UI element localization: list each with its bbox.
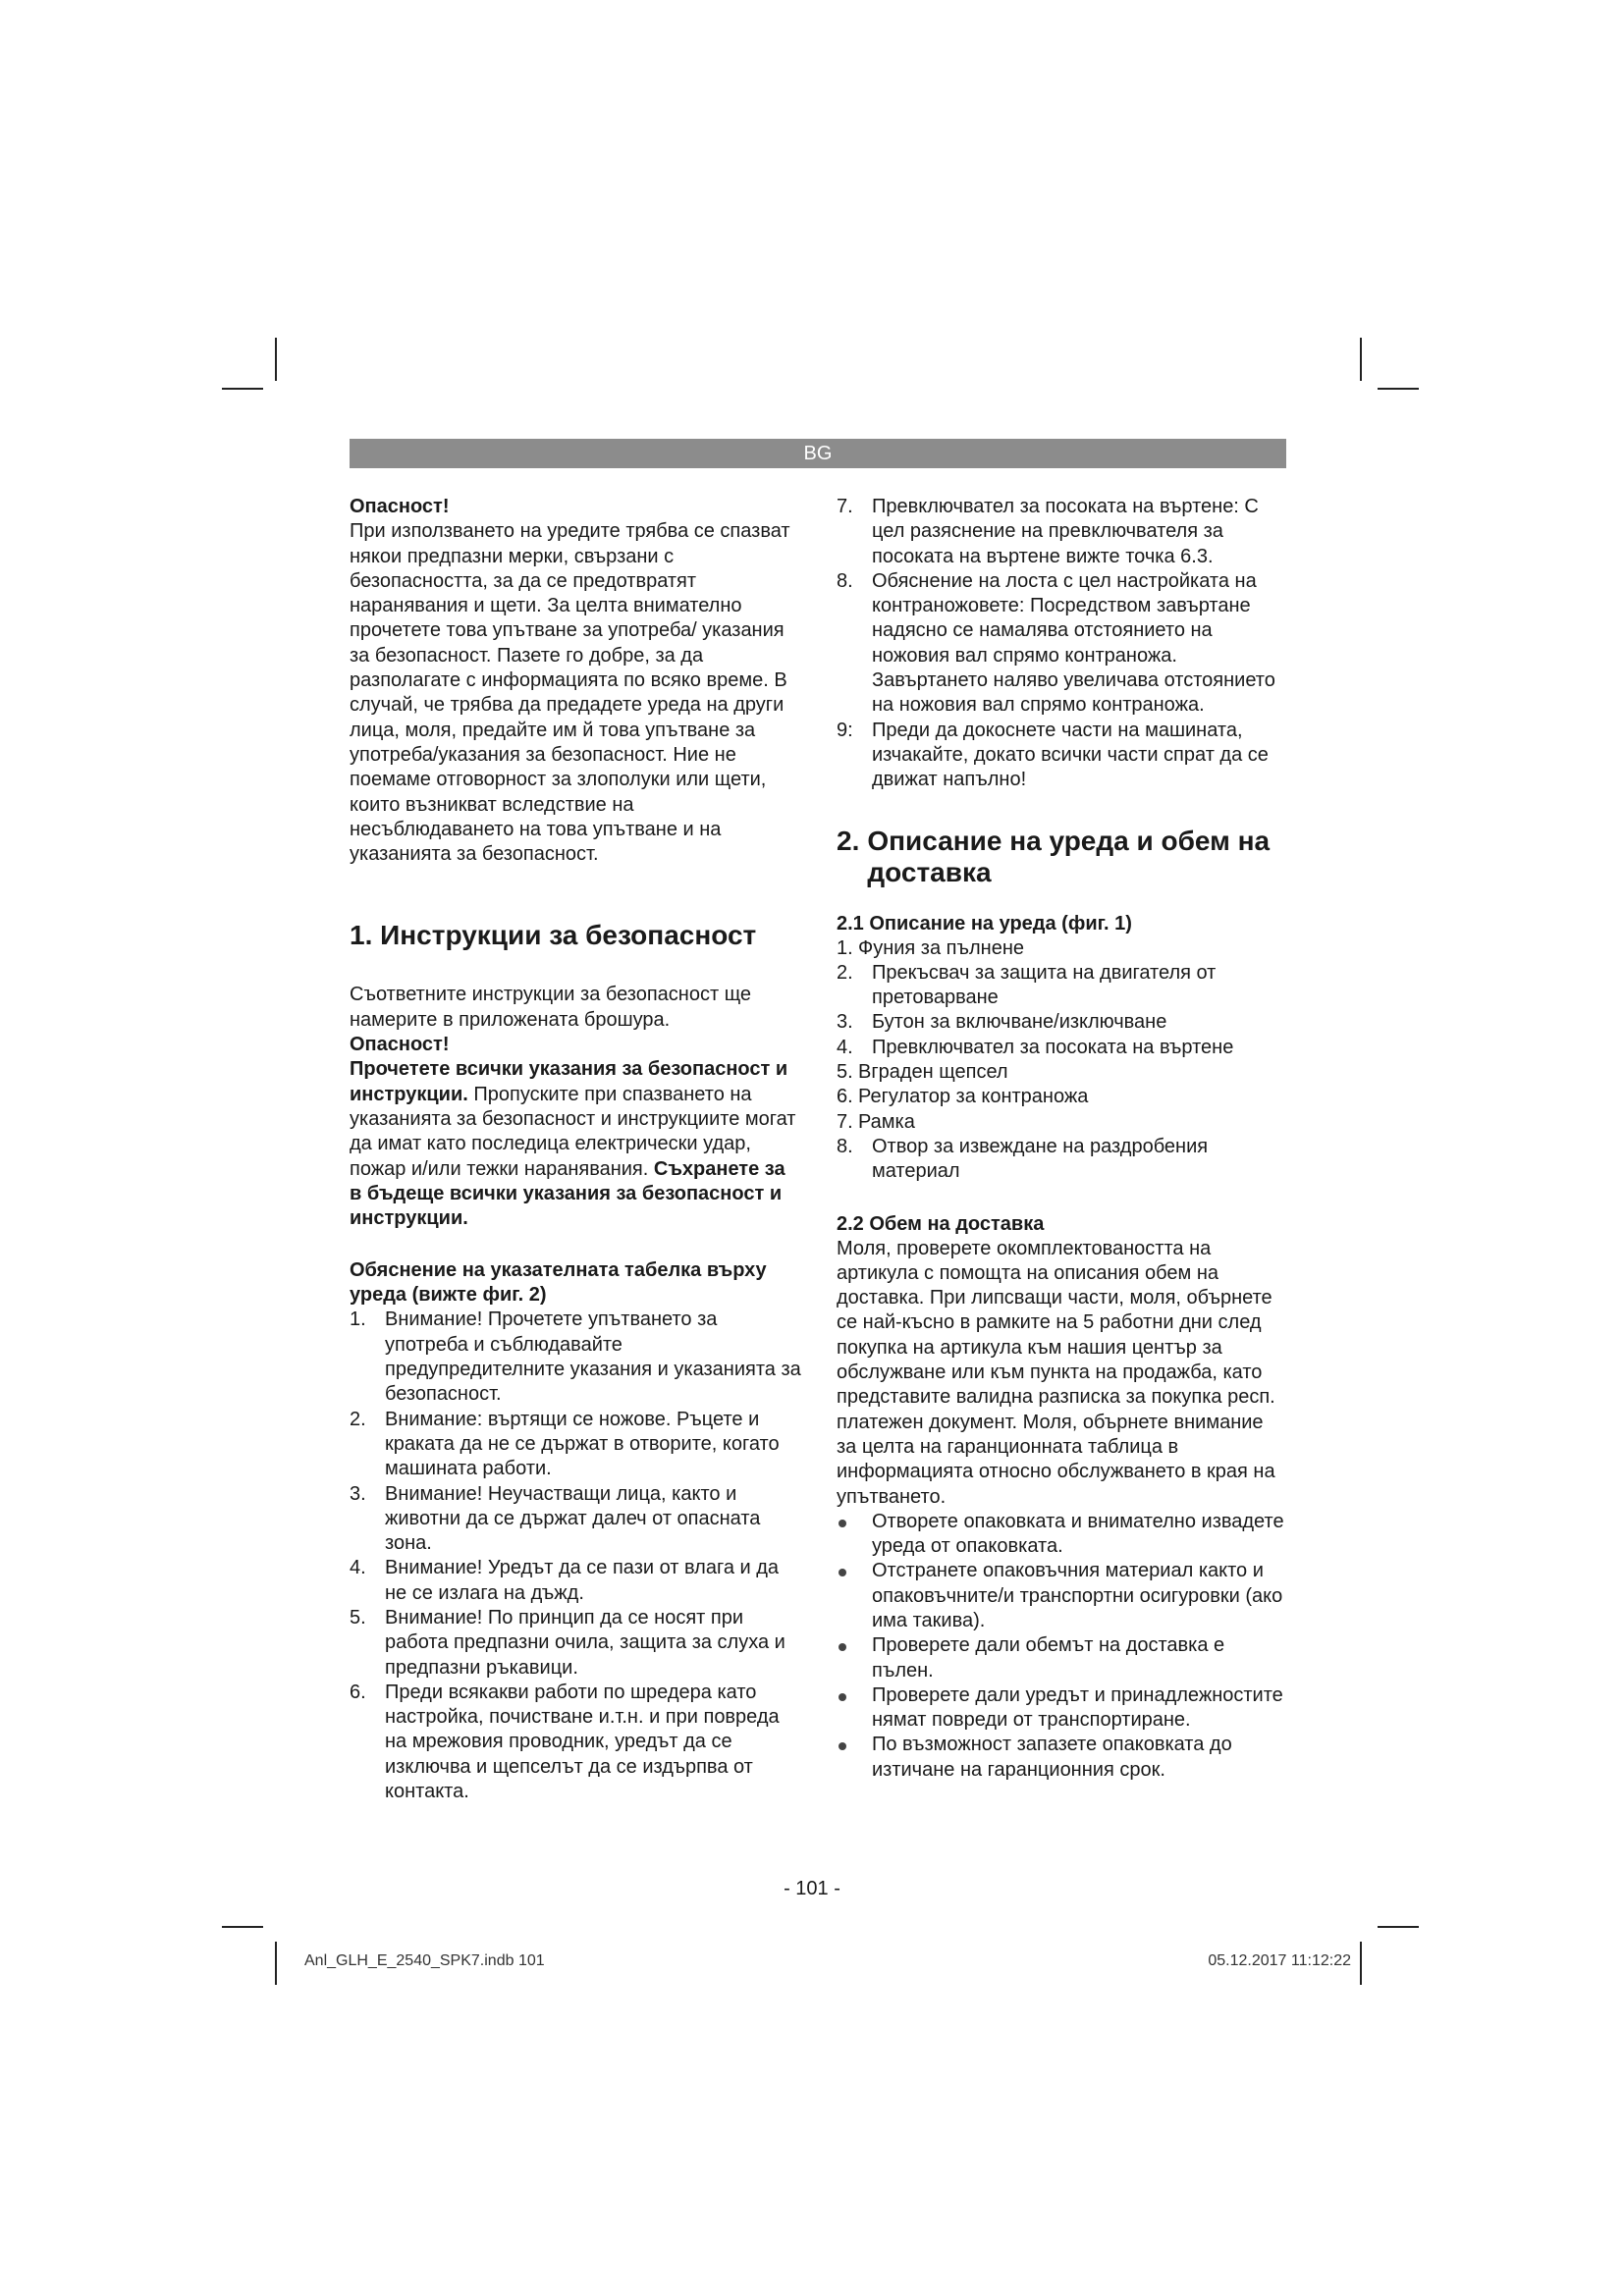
item-text: Преди да докоснете части на машината, изчакайте, докато всички части спрат да се движат напълно! — [872, 719, 1269, 791]
bullet-icon — [837, 1683, 872, 1734]
item-text: Внимание! Неучастващи лица, както и животни да се държат далеч от опасната зона. — [385, 1482, 761, 1555]
item-text: Внимание: въртящи се ножове. Ръцете и краката да не се държат в отворите, когато машината работи. — [385, 1408, 780, 1480]
item-text: Прекъсвач за защита на двигателя от претоварване — [872, 961, 1217, 1009]
page-number: - 101 - — [784, 1878, 840, 1899]
item-text: Обяснение на лоста с цел настройката на контраножовете: Посредством завъртане надясно се намалява отстоянието на ножовия вал спрямо контраножа. Завъртането наляво увеличава отстоянието на ножовия вал спрямо контраножа. — [872, 569, 1275, 717]
warning-bold-1: Прочетете всички указания за безопасност и инструкции. — [350, 1058, 788, 1105]
bullet-icon — [837, 1510, 872, 1560]
item-number: 1. — [350, 1308, 366, 1331]
list-item — [837, 1733, 1288, 1783]
delivery-checklist — [837, 1510, 1288, 1783]
item-number: 3. — [837, 1011, 853, 1034]
crop-mark-top-right-h — [1378, 388, 1419, 390]
crop-mark-bottom-left-h — [222, 1926, 263, 1928]
item-text: Внимание! Уредът да се пази от влага и да не се излага на дъжд. — [385, 1557, 780, 1604]
list-item — [837, 1110, 1288, 1135]
language-header-bar — [350, 439, 1286, 468]
list-item — [837, 1633, 1288, 1683]
item-number: 7. — [837, 496, 853, 517]
item-text: Превключвател за посоката на въртене — [872, 1036, 1234, 1058]
crop-mark-top-right-v — [1360, 338, 1362, 381]
crop-mark-top-left-h — [222, 388, 263, 390]
plate-list-continued — [837, 495, 1288, 793]
item-number: 8. — [837, 1135, 853, 1157]
item-text: Рамка — [858, 1110, 915, 1133]
list-item — [837, 1559, 1288, 1633]
list-item — [350, 1482, 801, 1557]
crop-mark-bottom-right-h — [1378, 1926, 1419, 1928]
item-number: 6. — [350, 1681, 366, 1703]
item-text: Превключвател за посоката на въртене: С цел разяснение на превключвателя за посоката на въртене вижте точка 6.3. — [872, 496, 1259, 567]
section-1-intro: Съответните инструкции за безопасност ще намерите в приложената брошура. — [350, 984, 752, 1031]
item-text: Проверете дали уредът и принадлежностите нямат повреди от транспортиране. — [872, 1683, 1283, 1732]
list-item — [837, 495, 1288, 569]
item-text: Вграден щепсел — [858, 1061, 1008, 1084]
item-text: Проверете дали обемът на доставка е пълен. — [872, 1634, 1225, 1682]
bullet-icon — [837, 1733, 872, 1783]
list-item — [837, 961, 1288, 1011]
item-number: 8. — [837, 569, 853, 592]
section-2-number: 2. — [837, 825, 860, 856]
item-text: Отвор за извеждане на раздробения материал — [872, 1135, 1209, 1183]
item-number: 7. — [837, 1110, 853, 1133]
list-item — [837, 1060, 1288, 1085]
delivery-paragraph: Моля, проверете окомплектоваността на артикула с помощта на описания обем на доставка. При липсващи части, моля, обърнете се най-късно в рамките на 5 работни дни след покупка на артикула към нашия център за обслужване или към пункта на продажба, като представите валидна разписка за покупка респ. платежен документ. Моля, обърнете внимание за целта на гаранционната таблица в информацията относно обслужването в края на упътването. — [837, 1237, 1275, 1508]
list-item — [837, 1135, 1288, 1185]
list-item — [350, 1556, 801, 1606]
item-number: 1. — [837, 936, 853, 959]
item-number: 3. — [350, 1482, 366, 1505]
list-item — [837, 569, 1288, 719]
file-info: Anl_GLH_E_2540_SPK7.indb 101 — [304, 1952, 545, 1969]
list-item — [837, 1010, 1288, 1035]
item-number: 5. — [837, 1061, 853, 1084]
section-2-heading — [837, 826, 1288, 888]
language-code: BG — [803, 443, 833, 464]
item-text: Внимание! Прочетете упътването за употреба и съблюдавайте предупредителните указания и указанията за безопасност. — [385, 1308, 801, 1406]
item-number: 5. — [350, 1606, 366, 1629]
item-number: 2. — [837, 961, 853, 984]
item-text: Отстранете опаковъчния материал както и опаковъчните/и транспортни осигуровки (ако има такива). — [872, 1560, 1283, 1631]
list-item — [837, 719, 1288, 793]
item-number: 9: — [837, 719, 853, 741]
item-text: Регулатор за контраножа — [858, 1086, 1089, 1108]
list-item — [350, 1681, 801, 1804]
item-text: Фуния за пълнене — [858, 936, 1024, 959]
section-1-heading: 1. Инструкции за безопасност — [350, 920, 757, 951]
item-number: 4. — [350, 1557, 366, 1579]
item-text: Внимание! По принцип да се носят при работа предпазни очила, защита за слуха и предпазни ръкавици. — [385, 1606, 785, 1679]
list-item — [837, 1683, 1288, 1734]
item-number: 2. — [350, 1408, 366, 1430]
item-text: Отворете опаковката и внимателно извадете уреда от опаковката. — [872, 1510, 1284, 1558]
item-number: 6. — [837, 1086, 853, 1108]
list-item — [350, 1308, 801, 1407]
item-number: 4. — [837, 1036, 853, 1058]
subsection-2-1-heading: 2.1 Описание на уреда (фиг. 1) — [837, 912, 1132, 934]
item-text: По възможност запазете опаковката до изтичане на гаранционния срок. — [872, 1734, 1232, 1781]
item-text: Преди всякакви работи по шредера като настройка, почистване и.т.н. и при повреда на мрежовия проводник, уредът да се изключва и щепселът да се издърпва от контакта. — [385, 1681, 780, 1803]
bullet-icon — [837, 1633, 872, 1683]
section-2-title: Описание на уреда и обем на доставка — [867, 825, 1271, 887]
device-parts-list — [837, 936, 1288, 1185]
section-1-danger-label: Опасност! — [350, 1034, 450, 1056]
crop-mark-top-left-v — [275, 338, 277, 381]
right-column — [837, 495, 1288, 1783]
plate-list — [350, 1308, 801, 1804]
danger-paragraph: При използването на уредите трябва се спазват някои предпазни мерки, свързани с безопасността, за да се предотвратят наранявания и щети. За целта внимателно прочетете това упътване за употреба/ указания за безопасност. Пазете го добре, за да разполагате с информацията по всяко време. В случай, че трябва да предадете уреда на други лица, моля, предайте им й това упътване за употреба/указания за безопасност. Ние не поемаме отговорност за злополуки или щети, които възникват вследствие на несъблюдаването на това упътване и на указанията за безопасност. — [350, 520, 790, 866]
list-item — [837, 1510, 1288, 1560]
left-column — [350, 495, 801, 1804]
list-item — [350, 1606, 801, 1681]
item-text: Бутон за включване/изключване — [872, 1011, 1167, 1034]
crop-mark-bottom-right-v — [1360, 1942, 1362, 1985]
danger-title: Опасност! — [350, 496, 450, 517]
warning-bold-2: Съхранете за в бъдеще всички указания за безопасност и инструкции. — [350, 1157, 785, 1230]
bullet-icon — [837, 1559, 872, 1633]
plate-heading: Обяснение на указателната табелка върху уреда (вижте фиг. 2) — [350, 1259, 767, 1307]
list-item — [837, 936, 1288, 961]
list-item — [837, 1085, 1288, 1109]
subsection-2-2-heading: 2.2 Обем на доставка — [837, 1212, 1045, 1235]
section-1-warning-paragraph — [350, 1057, 801, 1231]
list-item — [350, 1408, 801, 1482]
print-timestamp: 05.12.2017 11:12:22 — [1208, 1952, 1351, 1969]
list-item — [837, 1036, 1288, 1060]
crop-mark-bottom-left-v — [275, 1942, 277, 1985]
warning-text-1: Пропуските при спазването на указанията за безопасност и инструкциите могат да имат като последица електрически удар, пожар и/или тежки наранявания. — [350, 1083, 796, 1180]
